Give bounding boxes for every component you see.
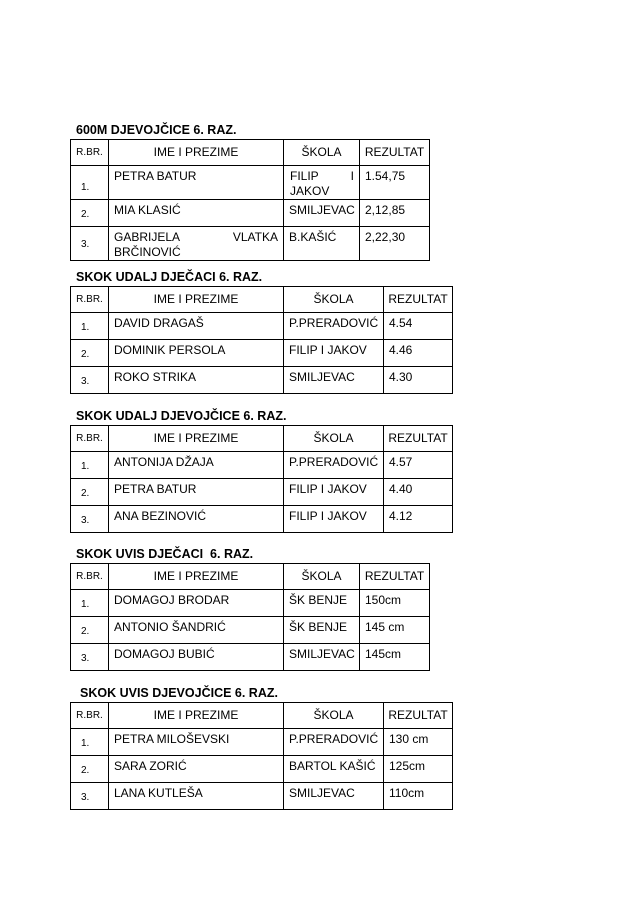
school-cell: P.PRERADOVIĆ <box>284 452 384 479</box>
header-school: ŠKOLA <box>284 564 360 590</box>
name-cell: PETRA MILOŠEVSKI <box>109 729 284 756</box>
table-row <box>71 729 453 756</box>
header-name: IME I PREZIME <box>109 703 284 729</box>
header-school: ŠKOLA <box>284 703 384 729</box>
result-cell: 4.40 <box>384 479 453 506</box>
table-row <box>71 166 430 200</box>
table-header-row <box>71 703 453 729</box>
name-cell: SARA ZORIĆ <box>109 756 284 783</box>
header-rbr: R.BR. <box>71 140 109 166</box>
rank-cell: 2. <box>71 617 109 644</box>
table-header-row <box>71 287 453 313</box>
name-cell: GABRIJELA VLATKA BRČINOVIĆ <box>109 227 284 261</box>
rank-cell: 1. <box>71 452 109 479</box>
rank-cell: 3. <box>71 644 109 671</box>
results-table <box>70 425 453 533</box>
result-cell: 150cm <box>360 590 430 617</box>
rank-cell: 3. <box>71 367 109 394</box>
section-title: SKOK UVIS DJEVOJČICE 6. RAZ. <box>80 686 278 700</box>
header-result: REZULTAT <box>360 564 430 590</box>
results-table <box>70 286 453 394</box>
header-name: IME I PREZIME <box>109 564 284 590</box>
name-cell: ANA BEZINOVIĆ <box>109 506 284 533</box>
name-cell: ANTONIO ŠANDRIĆ <box>109 617 284 644</box>
header-school: ŠKOLA <box>284 426 384 452</box>
result-cell: 4.30 <box>384 367 453 394</box>
result-cell: 4.54 <box>384 313 453 340</box>
header-school: ŠKOLA <box>284 287 384 313</box>
result-cell: 4.12 <box>384 506 453 533</box>
rank-cell: 1. <box>71 166 109 200</box>
result-cell: 1.54,75 <box>360 166 430 200</box>
school-cell: BARTOL KAŠIĆ <box>284 756 384 783</box>
school-cell: B.KAŠIĆ <box>284 227 360 261</box>
result-cell: 125cm <box>384 756 453 783</box>
header-name: IME I PREZIME <box>109 426 284 452</box>
name-cell: LANA KUTLEŠA <box>109 783 284 810</box>
table-row <box>71 313 453 340</box>
header-name: IME I PREZIME <box>109 140 284 166</box>
table-row <box>71 617 430 644</box>
name-cell: ANTONIJA DŽAJA <box>109 452 284 479</box>
section-title: 600M DJEVOJČICE 6. RAZ. <box>76 123 237 137</box>
name-cell: DOMINIK PERSOLA <box>109 340 284 367</box>
name-cell: DOMAGOJ BUBIĆ <box>109 644 284 671</box>
section-high-jump-girls <box>70 686 453 810</box>
header-result: REZULTAT <box>384 703 453 729</box>
section-long-jump-boys <box>70 270 453 394</box>
result-cell: 130 cm <box>384 729 453 756</box>
school-cell: FILIP I JAKOV <box>284 506 384 533</box>
header-result: REZULTAT <box>384 426 453 452</box>
table-header-row <box>71 140 430 166</box>
school-cell: P.PRERADOVIĆ <box>284 729 384 756</box>
header-rbr: R.BR. <box>71 564 109 590</box>
rank-cell: 1. <box>71 590 109 617</box>
school-cell: SMILJEVAC <box>284 367 384 394</box>
table-row <box>71 783 453 810</box>
school-cell: SMILJEVAC <box>284 200 360 227</box>
table-row <box>71 340 453 367</box>
table-row <box>71 506 453 533</box>
school-cell: P.PRERADOVIĆ <box>284 313 384 340</box>
results-table <box>70 702 453 810</box>
table-header-row <box>71 564 430 590</box>
rank-cell: 3. <box>71 783 109 810</box>
table-row <box>71 452 453 479</box>
header-name: IME I PREZIME <box>109 287 284 313</box>
name-cell: PETRA BATUR <box>109 166 284 200</box>
rank-cell: 2. <box>71 200 109 227</box>
name-cell: MIA KLASIĆ <box>109 200 284 227</box>
rank-cell: 1. <box>71 313 109 340</box>
school-cell: FILIP I JAKOV <box>284 166 360 200</box>
school-cell: SMILJEVAC <box>284 783 384 810</box>
rank-cell: 2. <box>71 479 109 506</box>
rank-cell: 1. <box>71 729 109 756</box>
table-row <box>71 590 430 617</box>
table-row <box>71 644 430 671</box>
name-cell: PETRA BATUR <box>109 479 284 506</box>
name-cell: DAVID DRAGAŠ <box>109 313 284 340</box>
section-title: SKOK UDALJ DJEVOJČICE 6. RAZ. <box>76 409 287 423</box>
section-600m-girls <box>70 123 430 261</box>
result-cell: 2,12,85 <box>360 200 430 227</box>
table-row <box>71 200 430 227</box>
result-cell: 110cm <box>384 783 453 810</box>
table-header-row <box>71 426 453 452</box>
result-cell: 4.57 <box>384 452 453 479</box>
school-cell: ŠK BENJE <box>284 617 360 644</box>
school-cell: SMILJEVAC <box>284 644 360 671</box>
results-table <box>70 139 430 261</box>
header-result: REZULTAT <box>360 140 430 166</box>
school-cell: FILIP I JAKOV <box>284 479 384 506</box>
table-row <box>71 367 453 394</box>
result-cell: 145cm <box>360 644 430 671</box>
name-cell: ROKO STRIKA <box>109 367 284 394</box>
header-rbr: R.BR. <box>71 703 109 729</box>
header-result: REZULTAT <box>384 287 453 313</box>
result-cell: 2,22,30 <box>360 227 430 261</box>
section-title: SKOK UVIS DJEČACI 6. RAZ. <box>76 547 254 561</box>
school-cell: ŠK BENJE <box>284 590 360 617</box>
rank-cell: 3. <box>71 506 109 533</box>
header-rbr: R.BR. <box>71 426 109 452</box>
name-cell: DOMAGOJ BRODAR <box>109 590 284 617</box>
table-row <box>71 756 453 783</box>
table-row <box>71 227 430 261</box>
result-cell: 4.46 <box>384 340 453 367</box>
section-title: SKOK UDALJ DJEČACI 6. RAZ. <box>76 270 263 284</box>
school-cell: FILIP I JAKOV <box>284 340 384 367</box>
section-long-jump-girls <box>70 409 453 533</box>
section-high-jump-boys <box>70 547 430 671</box>
results-table <box>70 563 430 671</box>
table-row <box>71 479 453 506</box>
rank-cell: 3. <box>71 227 109 261</box>
rank-cell: 2. <box>71 756 109 783</box>
header-rbr: R.BR. <box>71 287 109 313</box>
rank-cell: 2. <box>71 340 109 367</box>
header-school: ŠKOLA <box>284 140 360 166</box>
result-cell: 145 cm <box>360 617 430 644</box>
